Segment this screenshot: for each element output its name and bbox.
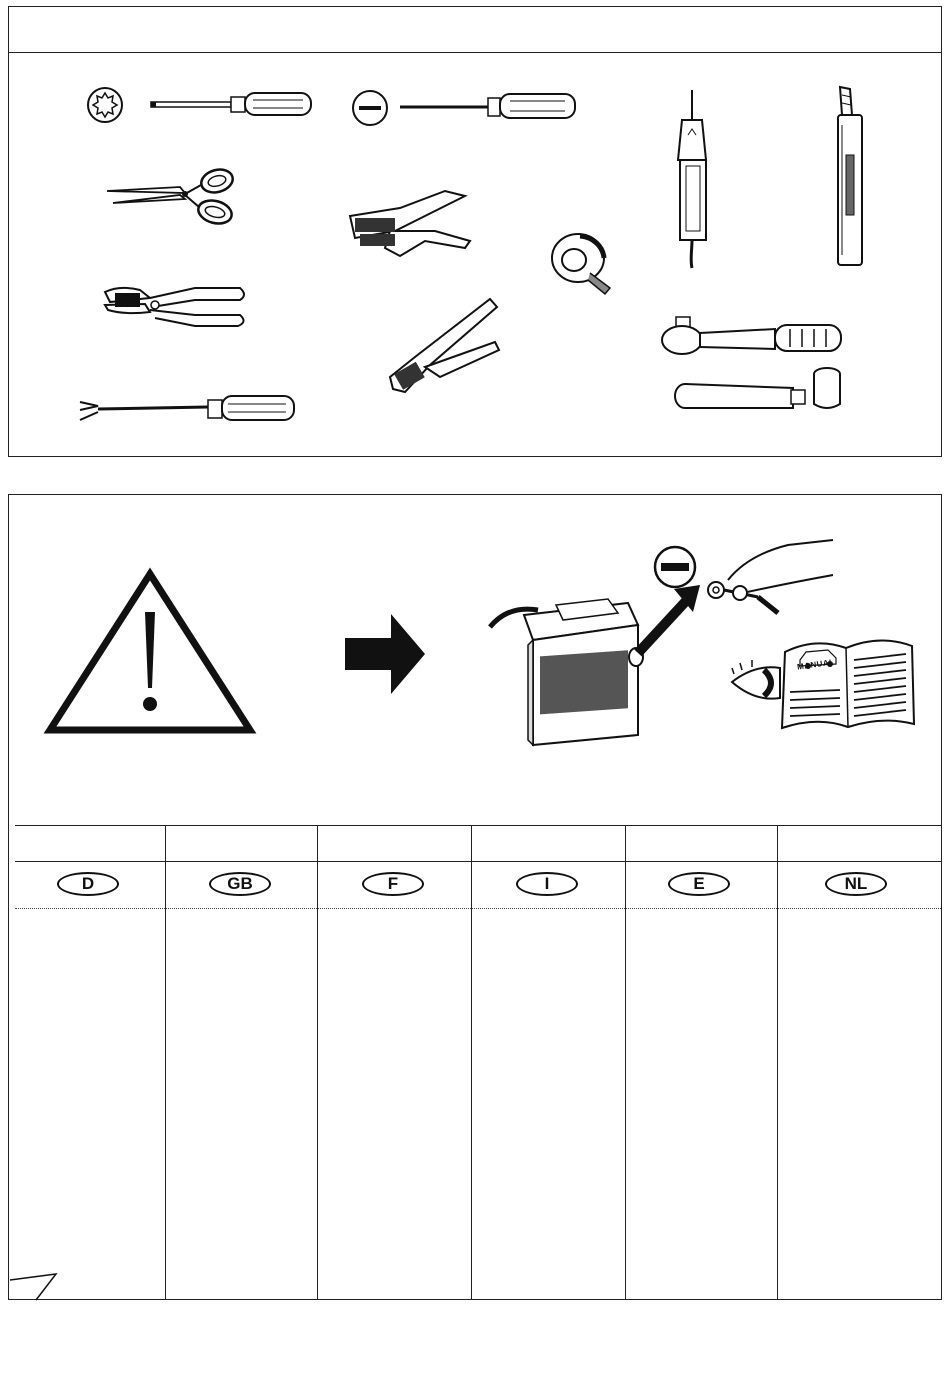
column-divider xyxy=(625,825,626,1299)
language-badge-nl: NL xyxy=(825,872,887,896)
language-badge-i: I xyxy=(516,872,578,896)
column-divider xyxy=(165,825,166,1299)
table-top-border xyxy=(15,825,941,826)
trim-removal-tool-icon xyxy=(78,392,298,424)
scissors-icon xyxy=(105,165,240,230)
warning-triangle-icon xyxy=(45,570,255,735)
column-divider xyxy=(317,825,318,1299)
socket-extension-icon xyxy=(673,366,843,416)
language-badge-gb: GB xyxy=(209,872,271,896)
torx-screwdriver-icon xyxy=(85,85,315,130)
tools-header-divider xyxy=(9,52,941,53)
voltage-tester-icon xyxy=(670,90,720,270)
eye-reading-manual-icon xyxy=(730,632,920,732)
language-badge-f: F xyxy=(362,872,424,896)
ratchet-wrench-icon xyxy=(660,315,845,360)
language-badge-e: E xyxy=(668,872,730,896)
column-divider xyxy=(471,825,472,1299)
utility-knife-icon xyxy=(828,85,873,275)
flat-screwdriver-icon xyxy=(350,88,580,133)
insulating-tape-icon xyxy=(550,228,620,296)
side-cutter-pliers-icon xyxy=(100,280,250,330)
manual-label: MANUAL xyxy=(796,657,836,672)
table-dotted-divider xyxy=(15,908,941,909)
table-header-divider xyxy=(15,861,941,862)
page-corner-mark xyxy=(8,1270,58,1302)
language-badge-d: D xyxy=(57,872,119,896)
wire-stripper-icon xyxy=(345,186,475,266)
crimping-pliers-icon xyxy=(385,297,500,397)
column-divider xyxy=(777,825,778,1299)
arrow-right-icon xyxy=(343,612,428,697)
